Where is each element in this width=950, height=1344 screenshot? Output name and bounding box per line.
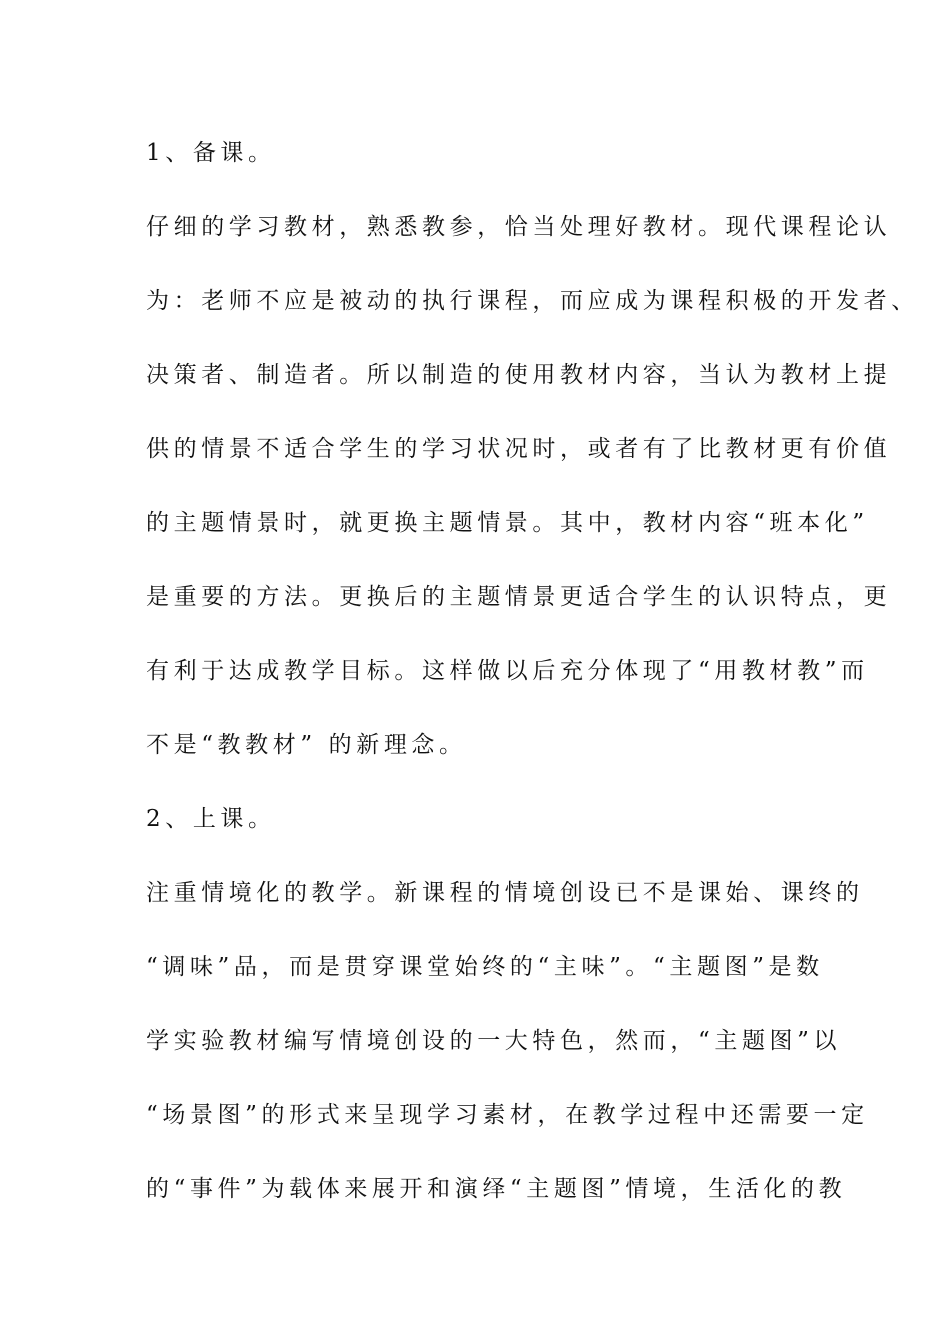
section-heading-class: 2、上课。 [146, 806, 276, 832]
paragraph-line: 注重情境化的教学。新课程的情境创设已不是课始、课终的 [146, 880, 864, 906]
paragraph-line: “场景图”的形式来呈现学习素材，在教学过程中还需要一定 [146, 1102, 869, 1128]
paragraph-line: 的“事件”为载体来展开和演绎“主题图”情境，生活化的教 [146, 1176, 847, 1202]
paragraph-line: 的主题情景时，就更换主题情景。其中，教材内容“班本化” [146, 510, 869, 536]
section-heading-lesson-prep: 1、备课。 [146, 140, 276, 166]
paragraph-line: 不是“教教材” 的新理念。 [146, 732, 467, 758]
paragraph-line: “调味”品，而是贯穿课堂始终的“主味”。“主题图”是数 [146, 954, 824, 980]
paragraph-line: 学实验教材编写情境创设的一大特色，然而，“主题图”以 [146, 1028, 842, 1054]
paragraph-line: 为：老师不应是被动的执行课程，而应成为课程积极的开发者、 [146, 288, 919, 314]
paragraph-line: 仔细的学习教材，熟悉教参，恰当处理好教材。现代课程论认 [146, 214, 892, 240]
paragraph-line: 是重要的方法。更换后的主题情景更适合学生的认识特点，更 [146, 584, 892, 610]
paragraph-line: 决策者、制造者。所以制造的使用教材内容，当认为教材上提 [146, 362, 892, 388]
paragraph-line: 有利于达成教学目标。这样做以后充分体现了“用教材教”而 [146, 658, 869, 684]
paragraph-line: 供的情景不适合学生的学习状况时，或者有了比教材更有价值 [146, 436, 892, 462]
